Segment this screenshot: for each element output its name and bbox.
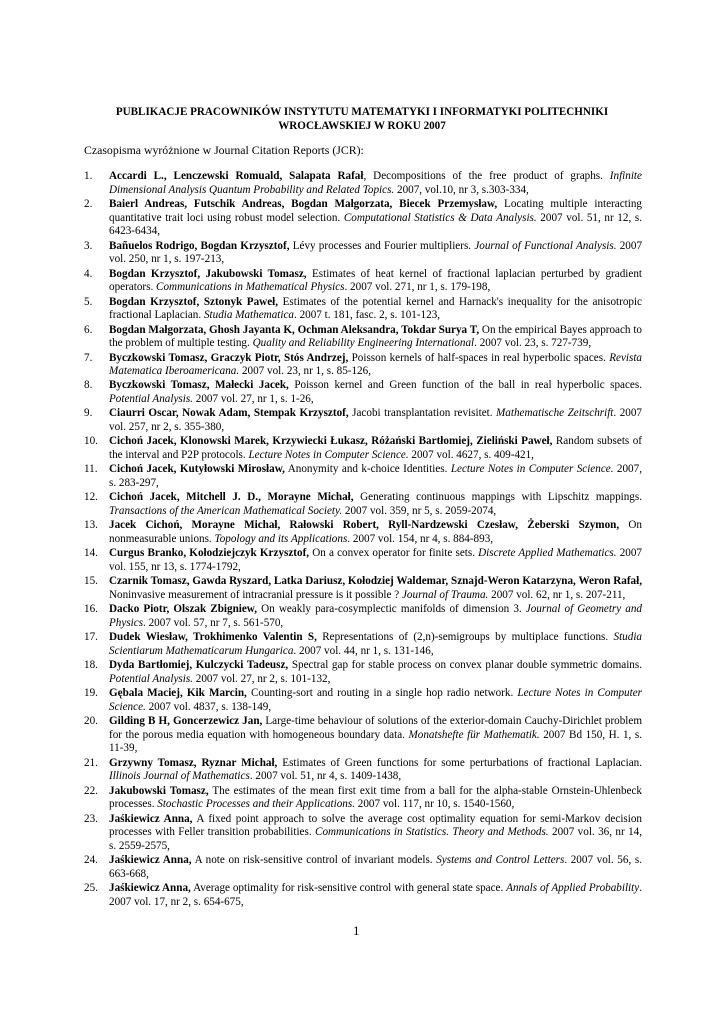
publication-title: On a convex operator for finite sets. <box>309 547 479 560</box>
publication-authors: Gilding B H, Goncerzewicz Jan, <box>109 715 263 728</box>
publication-title: A note on risk-sensitive control of invariant models. <box>191 854 437 867</box>
publication-authors: Bañuelos Rodrigo, Bogdan Krzysztof, <box>109 239 290 252</box>
publication-number: 6. <box>84 323 93 336</box>
publication-number: 8. <box>84 379 93 392</box>
publication-venue: Studia Scientiarum Mathematicarum Hungarica <box>109 631 642 657</box>
publication-details: . 2007 vol. 51, nr 4, s. 1409-1438, <box>249 770 402 783</box>
publication-title: On nonmeasurable unions. <box>109 519 642 545</box>
publication-venue: Lecture Notes in Computer Science. <box>109 687 642 713</box>
publication-details: 2007 Bd 150, H. 1, s. 11-39, <box>109 728 642 755</box>
publication-number: 14. <box>84 547 98 560</box>
publication-title: Average optimality for risk-sensitive control with general state space. <box>190 882 507 895</box>
publication-venue: Computational Statistics & Data Analysis. <box>343 211 537 224</box>
publication-details: 2007 vol. 4627, s. 409-421, <box>408 449 534 462</box>
publication-number: 12. <box>84 491 98 504</box>
publication-item <box>84 854 642 881</box>
publication-item <box>84 547 642 574</box>
publication-venue: Lecture Notes in Computer Science. <box>450 463 614 476</box>
publication-number: 10. <box>84 435 98 448</box>
publication-number: 20. <box>84 715 98 728</box>
publication-number: 1. <box>84 170 93 182</box>
page-number: 1 <box>353 923 360 938</box>
publication-item <box>84 785 642 812</box>
publication-item <box>84 603 642 630</box>
publication-number: 9. <box>84 407 93 420</box>
publication-authors: Dyda Bartłomiej, Kulczycki Tadeusz, <box>109 659 289 672</box>
publication-item <box>84 463 642 490</box>
publication-number: 11. <box>84 463 98 476</box>
publication-authors: Curgus Branko, Kołodziejczyk Krzysztof, <box>109 547 310 560</box>
publication-authors: Dacko Piotr, Olszak Zbigniew, <box>109 603 258 616</box>
publication-number: 5. <box>84 295 93 308</box>
publication-number: 21. <box>84 756 98 769</box>
publication-venue: Stochastic Processes and their Applications. <box>157 798 355 811</box>
publication-details: . 2007 vol. 17, nr 2, s. 654-675, <box>109 882 642 908</box>
publication-venue: Potential Analysis. <box>109 393 193 406</box>
publication-item <box>84 659 642 686</box>
publication-item <box>84 379 642 406</box>
publication-item <box>84 631 642 658</box>
publication-details: 2007 vol. 4837, s. 138-149, <box>145 700 272 713</box>
publication-title: Noninvasive measurement of intracranial pressure is it possible ? <box>109 588 402 601</box>
publication-number: 25. <box>84 882 98 895</box>
publication-number: 19. <box>84 687 98 700</box>
publication-authors: Czarnik Tomasz, Gawda Ryszard, Latka Dariusz, Kołodziej Waldemar, Sznajd-Weron Katarzyna, Weron Rafał, <box>109 575 642 588</box>
publication-number: 2. <box>84 197 93 210</box>
publication-number: 13. <box>84 519 98 532</box>
publication-item <box>84 240 642 267</box>
publication-authors: Bogdan Krzysztof, Sztonyk Paweł, <box>109 295 279 308</box>
publication-details: 2007 vol. 23, nr 1, s. 85-126, <box>239 365 371 378</box>
publication-item <box>84 170 642 197</box>
publication-venue: Potential Analysis. <box>109 672 193 685</box>
publication-item <box>84 687 642 714</box>
publication-venue: Communications in Statistics. Theory and Methods. <box>315 826 549 839</box>
publication-details: 2007 vol. 27, nr 1, s. 1-26, <box>192 393 314 406</box>
publication-authors: Jakubowski Tomasz, <box>109 784 209 797</box>
publication-item <box>84 352 642 379</box>
publication-title: Poisson kernel and Green function of the ball in real hyperbolic spaces. <box>288 379 642 392</box>
publication-authors: Bogdan Krzysztof, Jakubowski Tomasz, <box>109 267 307 280</box>
publication-details: 2007 vol. 27, nr 2, s. 101-132, <box>192 672 331 685</box>
publication-title: Anonymity and k-choice Identities. <box>284 463 451 476</box>
publication-venue: Journal of Geometry and Physics <box>109 603 642 629</box>
publication-details: . 2007 vol. 57, nr 7, s. 561-570, <box>143 616 284 629</box>
publication-title: Locating multiple interacting quantitative trait loci using robust model selection. <box>109 197 642 224</box>
publication-authors: Jaśkiewicz Anna, <box>109 854 192 867</box>
publication-venue: Systems and Control Letters <box>436 854 565 867</box>
publication-authors: Cichoń Jacek, Klonowski Marek, Krzywiecki Łukasz, Różański Bartłomiej, Zieliński Paweł, <box>109 435 553 448</box>
publication-title: On weakly para-cosymplectic manifolds of dimension 3. <box>257 603 526 616</box>
publication-title: Random subsets of the interval and P2P protocols. <box>109 435 643 462</box>
publication-venue: Communications in Mathematical Physics <box>156 281 345 294</box>
publication-authors: Jaśkiewicz Anna, <box>109 882 191 895</box>
publication-details: 2007 vol. 155, nr 13, s. 1774-1792, <box>109 547 642 573</box>
publication-item <box>84 757 642 784</box>
publication-item <box>84 268 642 295</box>
publication-details: . 2007 vol. 44, nr 1, s. 131-146, <box>293 644 434 657</box>
publication-authors: Grzywny Tomasz, Ryznar Michał, <box>109 756 278 769</box>
publication-venue: Lecture Notes in Computer Science. <box>248 449 409 462</box>
publication-item <box>84 715 642 756</box>
publication-details: 2007 vol. 250, nr 1, s. 197-213, <box>109 239 643 266</box>
publication-details: 2007, vol.10, nr 3, s.303-334, <box>394 183 529 196</box>
publication-details: . 2007 vol. 56, s. 663-668, <box>109 854 642 881</box>
publication-item <box>84 882 642 909</box>
publication-title: Representations of (2,n)-semigroups by multiplace functions. <box>316 631 614 644</box>
publication-details: . 2007 t. 181, fasc. 2, s. 101-123, <box>294 309 441 322</box>
publication-authors: Cichoń Jacek, Kutyłowski Mirosław, <box>109 463 285 476</box>
publication-venue: Infinite Dimensional Analysis Quantum Probability and Related Topics. <box>109 170 642 196</box>
publication-authors: Jaśkiewicz Anna, <box>109 812 193 825</box>
publication-authors: Byczkowski Tomasz, Graczyk Piotr, Stós Andrzej, <box>109 351 349 364</box>
publication-details: 2007 vol. 62, nr 1, s. 207-211, <box>488 588 626 601</box>
publication-item <box>84 575 642 602</box>
publication-venue: Studia Mathematica <box>203 309 294 322</box>
publication-authors: Accardi L., Lenczewski Romuald, Salapata Rafał <box>109 170 364 182</box>
publication-authors: Dudek Wiesław, Trokhimenko Valentin S, <box>109 631 317 644</box>
publication-title: Estimates of Green functions for some perturbations of fractional Laplacian. <box>277 756 642 769</box>
publication-item <box>84 324 642 351</box>
publication-title: A fixed point approach to solve the average cost optimality equation for semi-Markov decision processes with Feller transition probabilities. <box>109 812 642 839</box>
publication-authors: Jacek Cichoń, Morayne Michał, Rałowski Robert, Ryll-Nardzewski Czesław, Żeberski Szymon, <box>109 519 620 532</box>
document-title: PUBLIKACJE PRACOWNIKÓW INSTYTUTU MATEMATYKI I INFORMATYKI POLITECHNIKI WROCŁAWSKIEJ W ROKU 2007 <box>115 106 609 132</box>
publication-venue: Mathematische Zeitschrift <box>496 407 614 420</box>
publication-venue: Revista Matematica Iberoamericana. <box>109 351 642 378</box>
publication-item <box>84 435 642 462</box>
publication-title: Large-time behaviour of solutions of the exterior-domain Cauchy-Dirichlet problem for the porous media equation with homogeneous boundary data. <box>109 715 643 741</box>
publication-details: 2007 vol. 51, nr 12, s. 6423-6434, <box>109 211 642 238</box>
publication-details: . 2007 vol. 154, nr 4, s. 884-893, <box>347 533 494 545</box>
publication-item <box>84 296 642 323</box>
publication-authors: Byczkowski Tomasz, Małecki Jacek, <box>109 379 289 392</box>
publication-item <box>84 519 642 546</box>
publication-list <box>84 170 642 910</box>
publication-authors: Ciaurri Oscar, Nowak Adam, Stempak Krzysztof, <box>109 407 349 420</box>
publication-venue: Transactions of the American Mathematical Society. <box>109 505 343 518</box>
publication-details: 2007 vol. 359, nr 5, s. 2059-2074, <box>342 505 497 518</box>
publication-title: Counting-sort and routing in a single hop radio network. <box>246 687 518 700</box>
publication-venue: Journal of Trauma. <box>401 588 489 601</box>
publication-details: 2007, s. 283-297, <box>109 463 642 490</box>
publication-title: Lévy processes and Fourier multipliers. <box>289 239 475 252</box>
publication-details: . 2007 vol. 23, s. 727-739, <box>474 337 592 350</box>
publication-venue: Journal of Functional Analysis. <box>474 239 617 252</box>
publication-item <box>84 491 642 518</box>
publication-number: 7. <box>84 351 93 364</box>
publication-details: . 2007 vol. 271, nr 1, s. 179-198, <box>344 281 491 294</box>
publication-venue: Discrete Applied Mathematics. <box>478 547 617 560</box>
publication-title: Estimates of heat kernel of fractional laplacian perturbed by gradient operators. <box>109 267 642 294</box>
publication-venue: Topology and its Applications <box>214 533 348 545</box>
publication-details: 2007 vol. 117, nr 10, s. 1540-1560, <box>355 798 515 811</box>
publication-number: 23. <box>84 812 98 825</box>
publication-title: Estimates of the potential kernel and Harnack's inequality for the anisotropic fractional Laplacian. <box>109 295 642 322</box>
publication-title: The estimates of the mean first exit time from a ball for the alpha-stable Ornstein-Uhlenbeck processes. <box>109 784 642 811</box>
publication-title: Spectral gap for stable process on convex planar double symmetric domains. <box>288 659 642 672</box>
publication-venue: Monatshefte für Mathematik. <box>408 728 540 741</box>
publication-authors: Baierl Andreas, Futschik Andreas, Bogdan Małgorzata, Biecek Przemysław, <box>109 197 498 210</box>
publication-authors: Gębala Maciej, Kik Marcin, <box>109 687 247 700</box>
publication-title: , Decompositions of the free product of graphs. <box>363 170 610 182</box>
publication-venue: Annals of Applied Probability <box>506 882 640 895</box>
publication-number: 15. <box>84 575 98 588</box>
publication-venue: Illinois Journal of Mathematics <box>109 770 250 783</box>
publication-item <box>84 198 642 239</box>
publication-item <box>84 407 642 434</box>
publication-details: 2007 vol. 36, nr 14, s. 2559-2575, <box>109 826 643 853</box>
publication-title: Generating continuous mappings with Lipschitz mappings. <box>353 491 642 504</box>
publication-title: Jacobi transplantation revisitet. <box>348 407 497 420</box>
publication-number: 16. <box>84 603 98 616</box>
publication-title: Poisson kernels of half-spaces in real hyperbolic spaces. <box>348 351 610 364</box>
publication-number: 4. <box>84 267 93 280</box>
publication-title: On the empirical Bayes approach to the problem of multiple testing. <box>109 323 642 350</box>
publication-item <box>84 813 642 854</box>
publication-venue: Quality and Reliability Engineering International <box>252 337 475 350</box>
publication-authors: Cichoń Jacek, Mitchell J. D., Morayne Michał, <box>109 491 354 504</box>
publication-number: 22. <box>84 784 98 797</box>
publication-number: 17. <box>84 631 98 644</box>
document-subtitle: Czasopisma wyróżnione w Journal Citation Reports (JCR): <box>84 143 364 157</box>
publication-number: 3. <box>84 239 93 252</box>
publication-number: 18. <box>84 659 98 672</box>
publication-details: . 2007 vol. 257, nr 2, s. 355-380, <box>109 407 642 434</box>
publication-authors: Bogdan Małgorzata, Ghosh Jayanta K, Ochman Aleksandra, Tokdar Surya T, <box>109 323 480 336</box>
publication-number: 24. <box>84 854 98 867</box>
